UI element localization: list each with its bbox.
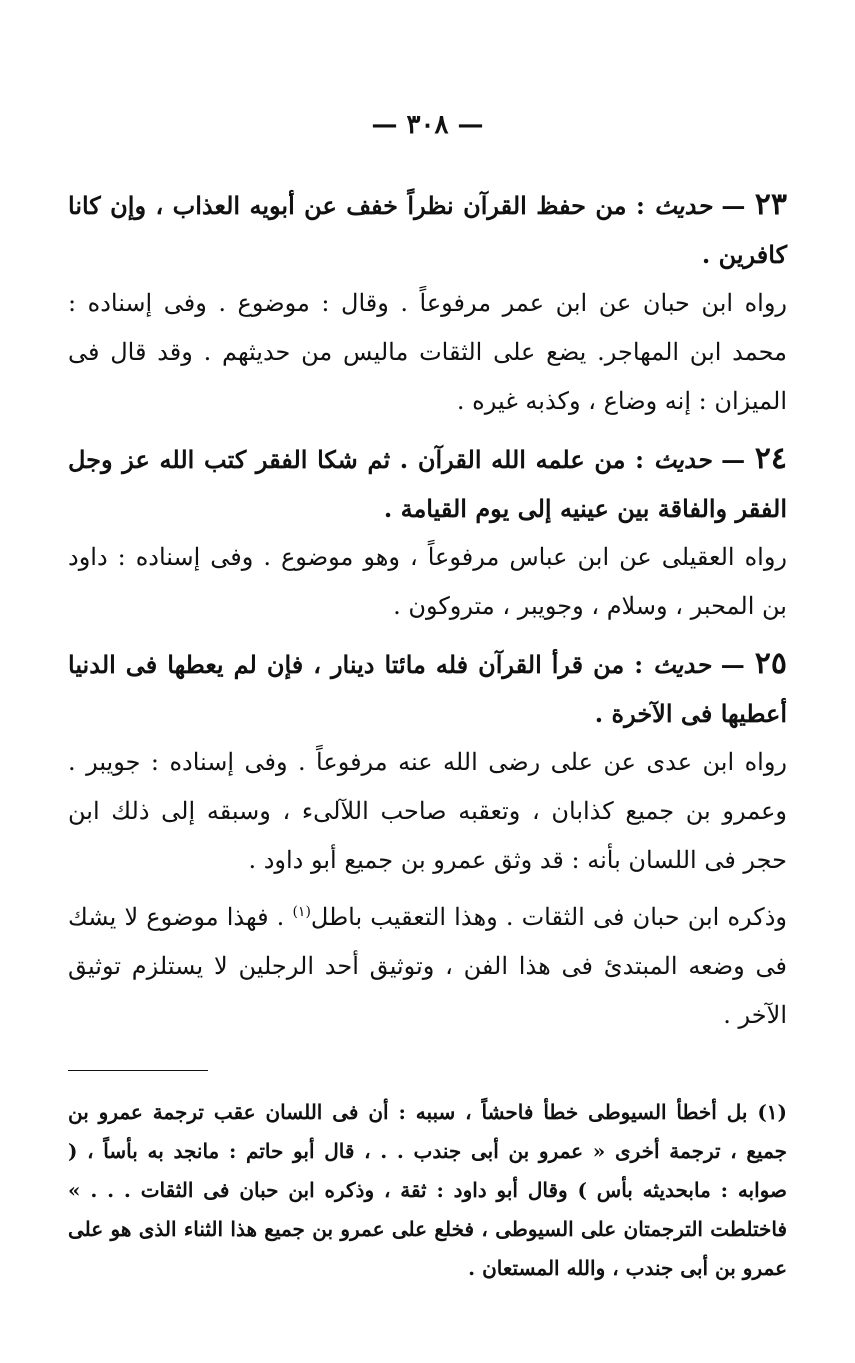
hadith-dash: — xyxy=(710,650,755,679)
hadith-number: ٢٣ xyxy=(754,187,788,222)
footnote xyxy=(68,1093,787,1288)
hadith-body: : من علمه الله القرآن . ثم شكا الفقر كتب الله عز وجل الفقر والفاقة بين عينيه إلى يوم القيامة . xyxy=(68,445,787,523)
hadith-23 xyxy=(68,180,787,426)
hadith-24 xyxy=(68,434,787,631)
hadith-commentary: رواه ابن حبان عن ابن عمر مرفوعاً . وقال : موضوع . وفى إسناده : محمد ابن المهاجر. يضع على الثقات ماليس من حديثهم . وقد قال فى الميزان : إنه وضاع ، وكذبه غيره . xyxy=(68,289,787,415)
hadith-text xyxy=(68,639,787,738)
page-number: — ٣٠٨ — xyxy=(371,110,484,140)
footnote-text: بل أخطأ السيوطى خطأ فاحشاً ، سببه : أن فى اللسان عقب ترجمة عمرو بن جميع ، ترجمة أخرى « عمرو بن أبى جندب . . ، قال أبو حاتم : مانجد به بأساً ، ( صوابه : مابحديثه بأس ) وقال أبو داود : ثقة ، وذكره ابن حبان فى الثقات . . . » فاختلطت الترجمتان على السيوطى ، فخلع على عمرو بن جميع هذا الثناء الذى هو على عمرو بن أبى جندب ، والله المستعان . xyxy=(68,1100,787,1280)
hadith-body: : من قرأ القرآن فله مائتا دينار ، فإن لم يعطها فى الدنيا أعطيها فى الآخرة . xyxy=(68,650,787,728)
hadith-number: ٢٤ xyxy=(754,441,787,476)
footnote-divider xyxy=(68,1070,208,1071)
hadith-label: حديث xyxy=(653,445,712,474)
hadith-commentary: رواه ابن عدى عن على رضى الله عنه مرفوعاً . وفى إسناده : جويبر . وعمرو بن جميع كذابان ، وتعقبه صاحب اللآلىء ، وسبقه إلى ذلك ابن حجر فى اللسان بأنه : قد وثق عمرو بن جميع أبو داود . xyxy=(68,748,787,874)
hadith-dash: — xyxy=(711,191,755,220)
hadith-dash: — xyxy=(711,445,755,474)
hadith-body: : من حفظ القرآن نظراً خفف عن أبويه العذاب ، وإن كانا كافرين . xyxy=(68,191,787,269)
closing-paragraph xyxy=(68,893,787,1040)
hadith-label: حديث xyxy=(653,650,711,679)
hadith-text xyxy=(68,434,787,533)
hadith-label: حديث xyxy=(654,191,712,220)
footnote-reference: (١) xyxy=(292,904,311,920)
hadith-25 xyxy=(68,639,787,885)
hadith-commentary: رواه العقيلى عن ابن عباس مرفوعاً ، وهو موضوع . وفى إسناده : داود بن المحبر ، وسلام ، وجويبر ، متروكون . xyxy=(68,543,788,620)
hadith-text xyxy=(68,180,787,279)
hadith-number: ٢٥ xyxy=(754,646,787,681)
footnote-marker: (١) xyxy=(757,1100,787,1124)
closing-text-start: وذكره ابن حبان فى الثقات . وهذا التعقيب باطل xyxy=(310,903,787,931)
closing-text-end: . فهذا موضوع لا يشك فى وضعه المبتدئ فى هذا الفن ، وتوثيق أحد الرجلين لا يستلزم توثيق الآخر . xyxy=(68,903,787,1029)
